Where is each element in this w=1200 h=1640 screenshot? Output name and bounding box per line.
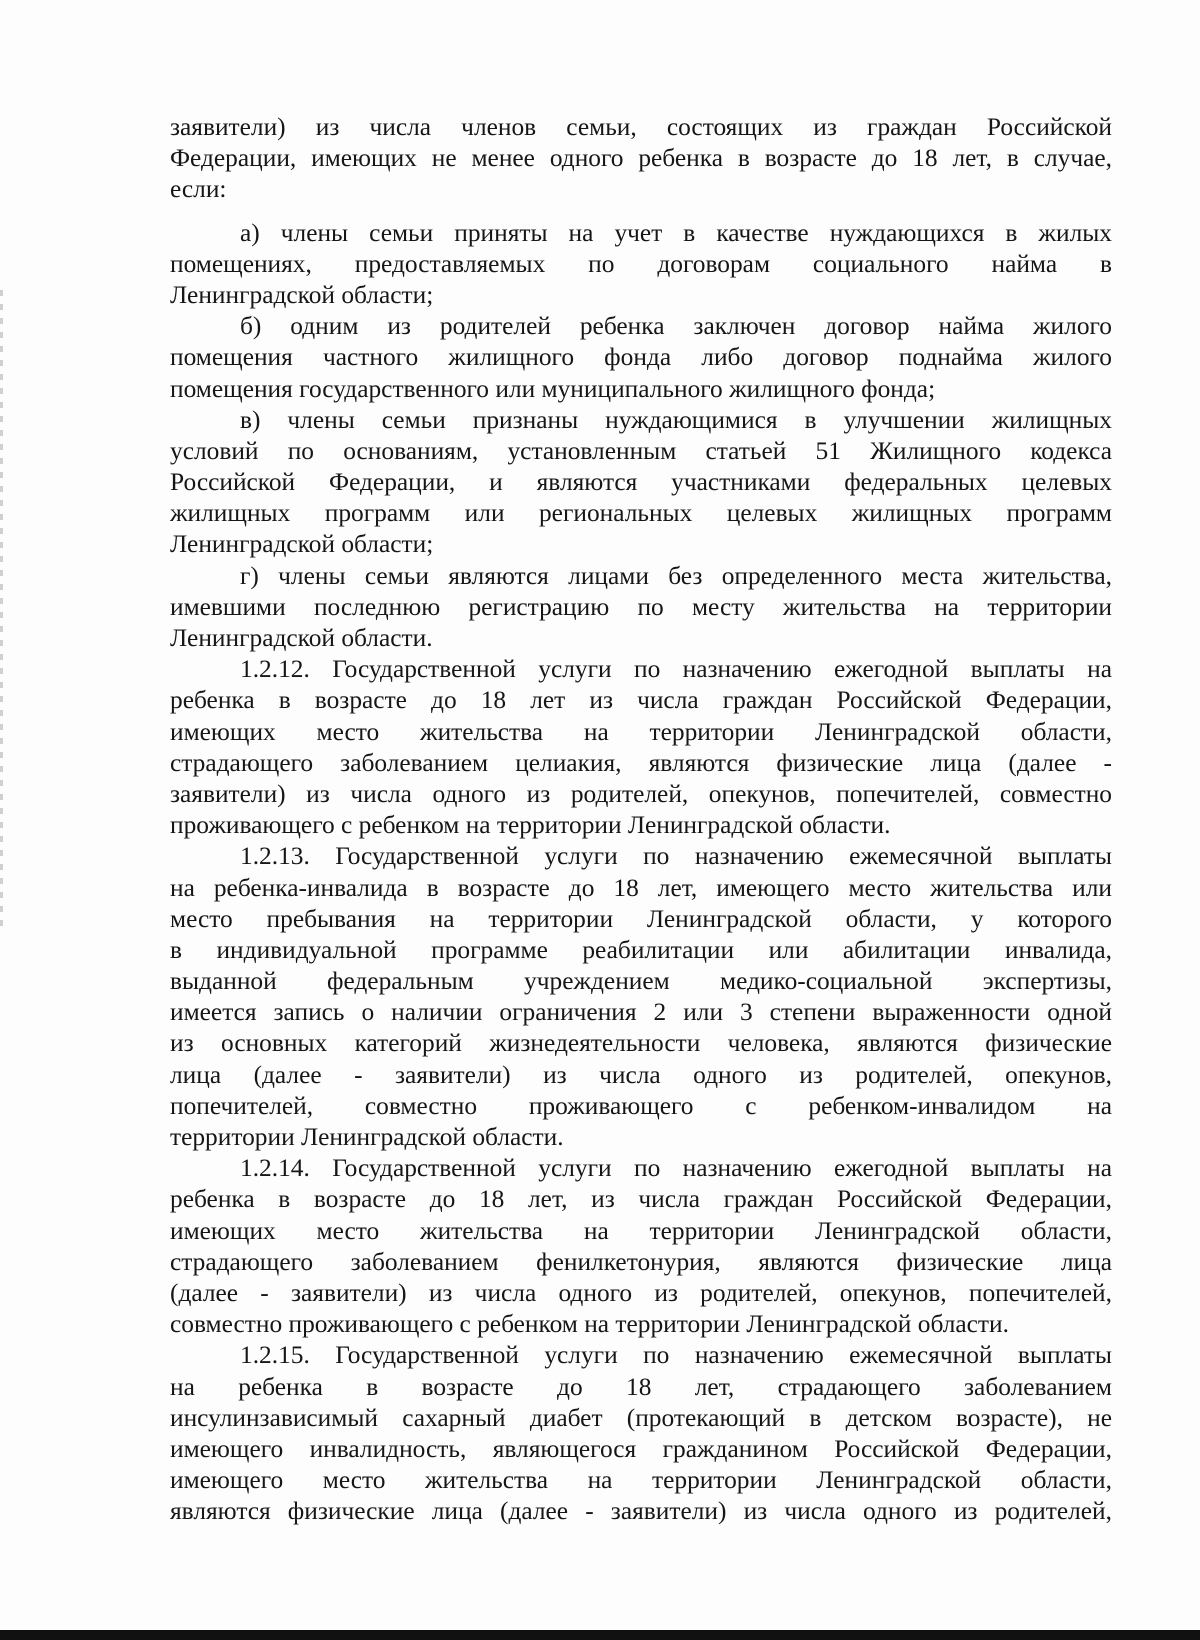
text-line: на ребенка в возрасте до 18 лет, страдающего заболеванием <box>170 1372 1112 1401</box>
text-line: территории Ленинградской области. <box>170 1123 564 1151</box>
text-line: 1.2.13. Государственной услуги по назначению ежемесячной выплаты <box>240 842 1112 871</box>
text-line: жилищных программ или региональных целевых жилищных программ <box>170 499 1112 528</box>
text-line: страдающего заболеванием фенилкетонурия, являются физические лица <box>170 1247 1112 1276</box>
text-line: имеющего место жительства на территории Ленинградской области, <box>170 1466 1112 1495</box>
text-line: 1.2.15. Государственной услуги по назначению ежемесячной выплаты <box>240 1341 1112 1370</box>
text-line: имевшими последнюю регистрацию по месту жительства на территории <box>170 592 1112 621</box>
text-line: лица (далее - заявители) из числа одного из родителей, опекунов, <box>170 1060 1112 1089</box>
scan-bottom-border <box>0 1630 1200 1640</box>
text-line: в) члены семьи признаны нуждающимися в улучшении жилищных <box>240 405 1112 434</box>
text-line: имеется запись о наличии ограничения 2 или 3 степени выраженности одной <box>170 998 1112 1027</box>
text-line: на ребенка-инвалида в возрасте до 18 лет, имеющего место жительства или <box>170 873 1112 902</box>
text-line: (далее - заявители) из числа одного из родителей, опекунов, попечителей, <box>170 1278 1112 1307</box>
paragraph-item-a <box>170 218 1112 312</box>
text-line: проживающего с ребенком на территории Ленинградской области. <box>170 811 891 840</box>
text-line: заявители) из числа одного из родителей, опекунов, попечителей, совместно <box>170 779 1112 808</box>
paragraph-gap <box>170 206 1112 218</box>
paragraph-1-2-13 <box>170 841 1112 1153</box>
paragraph-1-2-15 <box>170 1340 1112 1527</box>
text-line: ребенка в возрасте до 18 лет из числа граждан Российской Федерации, <box>170 686 1112 715</box>
text-line: в индивидуальной программе реабилитации или абилитации инвалида, <box>170 935 1112 964</box>
text-line: совместно проживающего с ребенком на территории Ленинградской области. <box>170 1310 1009 1339</box>
text-line: место пребывания на территории Ленинградской области, у которого <box>170 904 1112 933</box>
text-line: 1.2.12. Государственной услуги по назначению ежегодной выплаты на <box>240 655 1112 684</box>
text-line: имеющего инвалидность, являющегося гражданином Российской Федерации, <box>170 1434 1112 1463</box>
paragraph-continuation <box>170 112 1112 206</box>
text-line: помещениях, предоставляемых по договорам социального найма в <box>170 249 1112 278</box>
text-line: из основных категорий жизнедеятельности человека, являются физические <box>170 1029 1112 1058</box>
text-line: г) члены семьи являются лицами без определенного места жительства, <box>240 561 1112 590</box>
text-line: Ленинградской области; <box>170 530 434 559</box>
text-line: имеющих место жительства на территории Ленинградской области, <box>170 1216 1112 1245</box>
paragraph-item-v <box>170 405 1112 561</box>
text-line: выданной федеральным учреждением медико-социальной экспертизы, <box>170 967 1112 996</box>
paragraph-item-g <box>170 561 1112 655</box>
text-line: Российской Федерации, и являются участниками федеральных целевых <box>170 468 1112 497</box>
text-line: Ленинградской области. <box>170 624 433 652</box>
text-line: заявители) из числа членов семьи, состоящих из граждан Российской <box>170 113 1112 141</box>
text-line: помещения частного жилищного фонда либо договор поднайма жилого <box>170 343 1112 372</box>
text-line: помещения государственного или муниципального жилищного фонда; <box>170 374 936 403</box>
text-line: 1.2.14. Государственной услуги по назначению ежегодной выплаты на <box>240 1154 1112 1183</box>
text-line: условий по основаниям, установленным статьей 51 Жилищного кодекса <box>170 436 1112 465</box>
document-body <box>170 112 1112 1527</box>
paragraph-1-2-14 <box>170 1153 1112 1340</box>
text-line: а) члены семьи приняты на учет в качестве нуждающихся в жилых <box>240 218 1112 247</box>
text-line: Федерации, имеющих не менее одного ребенка в возрасте до 18 лет, в случае, <box>170 144 1112 173</box>
text-line: инсулинзависимый сахарный диабет (протекающий в детском возрасте), не <box>170 1403 1112 1432</box>
text-line: попечителей, совместно проживающего с ребенком-инвалидом на <box>170 1091 1112 1120</box>
text-line: ребенка в возрасте до 18 лет, из числа граждан Российской Федерации, <box>170 1185 1112 1214</box>
text-line: б) одним из родителей ребенка заключен договор найма жилого <box>240 312 1112 341</box>
text-line: страдающего заболеванием целиакия, являются физические лица (далее - <box>170 748 1112 777</box>
text-line: Ленинградской области; <box>170 280 434 309</box>
scan-edge-artifact <box>0 290 3 930</box>
text-line: имеющих место жительства на территории Ленинградской области, <box>170 717 1112 746</box>
paragraph-1-2-12 <box>170 654 1112 841</box>
paragraph-item-b <box>170 311 1112 405</box>
text-line: если: <box>170 175 227 204</box>
text-line: являются физические лица (далее - заявители) из числа одного из родителей, <box>170 1497 1112 1526</box>
